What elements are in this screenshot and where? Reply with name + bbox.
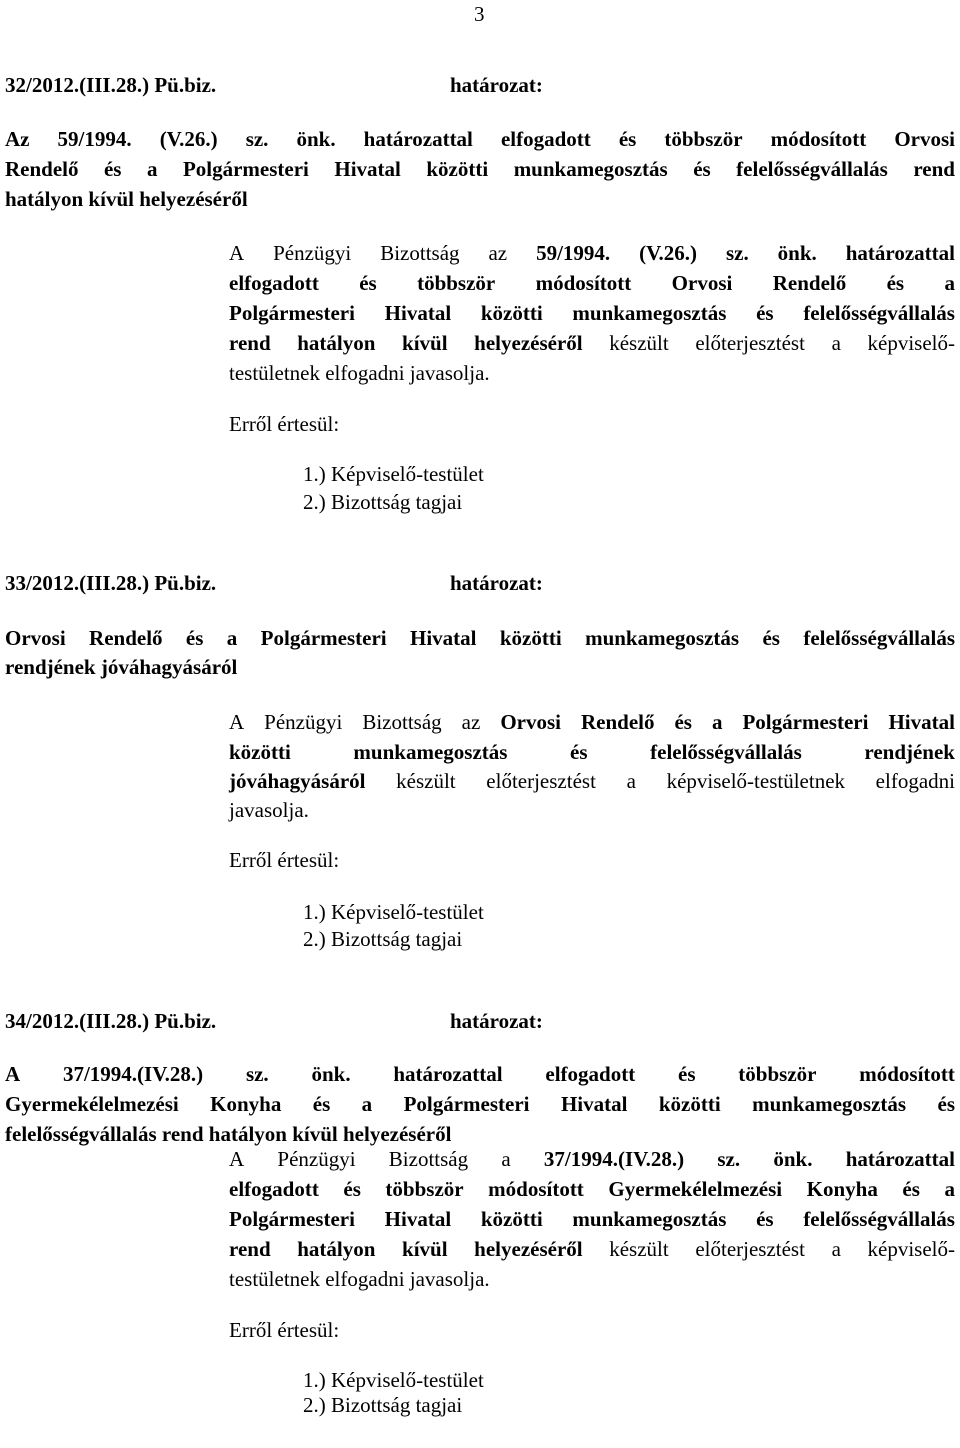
notify-label: Erről értesül: [229,1318,340,1342]
recipient-item: 2.) Bizottság tagjai [303,490,463,514]
recipient-item: 1.) Képviselő-testület [303,900,484,924]
body-line: javasolja. [229,798,309,822]
resolution-title-line: Gyermekélelmezési Konyha és a Polgármesteri Hivatal közötti munkamegosztás és [5,1092,955,1116]
recipient-item: 1.) Képviselő-testület [303,462,484,486]
resolution-title-line: Orvosi Rendelő és a Polgármesteri Hivatal közötti munkamegosztás és felelősségvállalás [5,626,955,650]
body-line: A Pénzügyi Bizottság az Orvosi Rendelő és a Polgármesteri Hivatal [229,710,955,734]
recipient-item: 2.) Bizottság tagjai [303,1393,463,1417]
body-line: testületnek elfogadni javasolja. [229,1267,490,1291]
resolution-label: határozat: [450,571,543,595]
resolution-title-line: Az 59/1994. (V.26.) sz. önk. határozattal elfogadott és többször módosított Orvosi [5,127,955,151]
body-line: elfogadott és többször módosított Orvosi Rendelő és a [229,271,955,295]
resolution-title-line: Rendelő és a Polgármesteri Hivatal közötti munkamegosztás és felelősségvállalás rend [5,157,955,181]
body-line: Polgármesteri Hivatal közötti munkamegosztás és felelősségvállalás [229,1207,955,1231]
resolution-number: 32/2012.(III.28.) Pü.biz. [5,73,217,97]
recipient-item: 2.) Bizottság tagjai [303,927,463,951]
body-line: Polgármesteri Hivatal közötti munkamegosztás és felelősségvállalás [229,301,955,325]
body-line: A Pénzügyi Bizottság az 59/1994. (V.26.) sz. önk. határozattal [229,241,955,265]
resolution-title-line: rendjének jóváhagyásáról [5,655,238,679]
notify-label: Erről értesül: [229,412,340,436]
resolution-label: határozat: [450,73,543,97]
body-line: közötti munkamegosztás és felelősségvállalás rendjének [229,740,955,764]
resolution-title-line: felelősségvállalás rend hatályon kívül helyezéséről [5,1122,452,1146]
body-line: rend hatályon kívül helyezéséről készült előterjesztést a képviselő- [229,1237,955,1261]
resolution-title-line: A 37/1994.(IV.28.) sz. önk. határozattal elfogadott és többször módosított [5,1062,955,1086]
page-number: 3 [474,2,485,26]
body-line: rend hatályon kívül helyezéséről készült előterjesztést a képviselő- [229,331,955,355]
resolution-title-line: hatályon kívül helyezéséről [5,187,248,211]
notify-label: Erről értesül: [229,848,340,872]
recipient-item: 1.) Képviselő-testület [303,1368,484,1392]
body-line: A Pénzügyi Bizottság a 37/1994.(IV.28.) sz. önk. határozattal [229,1147,955,1171]
body-line: testületnek elfogadni javasolja. [229,361,490,385]
resolution-number: 33/2012.(III.28.) Pü.biz. [5,571,217,595]
body-line: elfogadott és többször módosított Gyermekélelmezési Konyha és a [229,1177,955,1201]
body-line: jóváhagyásáról készült előterjesztést a képviselő-testületnek elfogadni [229,769,955,793]
resolution-number: 34/2012.(III.28.) Pü.biz. [5,1009,217,1033]
resolution-label: határozat: [450,1009,543,1033]
